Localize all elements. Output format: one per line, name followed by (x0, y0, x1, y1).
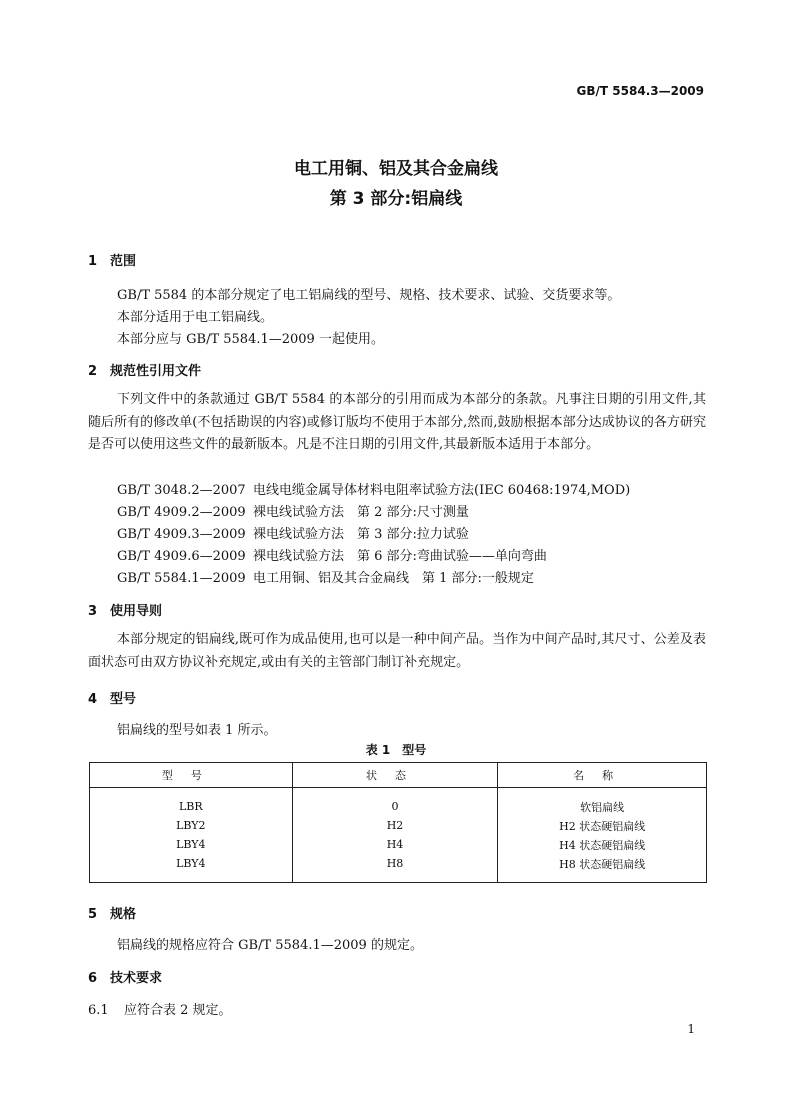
scope-line: 本部分适用于电工铝扁线。 (117, 310, 274, 325)
section-title: 技术要求 (110, 971, 163, 986)
table-row (90, 816, 707, 835)
section-2-heading (88, 360, 201, 379)
section-1-heading (88, 250, 136, 269)
section-5-heading (88, 903, 136, 922)
clause-text: 应符合表 2 规定。 (124, 1003, 232, 1018)
section-number: 6 (88, 971, 98, 986)
spec-line: 铝扁线的规格应符合 GB/T 5584.1—2009 的规定。 (117, 938, 423, 953)
table-cell: H2 (292, 816, 498, 835)
reference-title: 裸电线试验方法 第 6 部分:弯曲试验——单向弯曲 (253, 549, 547, 564)
clause-6-1 (88, 999, 232, 1018)
type-intro-line: 铝扁线的型号如表 1 所示。 (117, 723, 277, 738)
section-title: 型号 (110, 692, 137, 707)
reference-title: 电线电缆金属导体材料电阻率试验方法(IEC 60468:1974,MOD) (253, 483, 631, 498)
table-row (90, 854, 707, 883)
table-header-cell: 型号 (90, 763, 293, 788)
section-title: 规范性引用文件 (110, 364, 202, 379)
section-title: 规格 (110, 907, 137, 922)
table-cell: 软铝扁线 (498, 788, 707, 817)
reference-code: GB/T 4909.3—2009 (117, 527, 246, 542)
table-header-cell: 状态 (292, 763, 498, 788)
section-title: 使用导则 (110, 604, 163, 619)
page-number: 1 (687, 1022, 695, 1036)
table-header-cell: 名称 (498, 763, 707, 788)
standard-number: GB/T 5584.3—2009 (576, 84, 704, 98)
section-4-heading (88, 688, 136, 707)
scope-line: 本部分应与 GB/T 5584.1—2009 一起使用。 (117, 332, 384, 347)
table-cell: LBY4 (90, 835, 293, 854)
normative-references-paragraph: 下列文件中的条款通过 GB/T 5584 的本部分的引用而成为本部分的条款。凡事注日期的引用文件,其随后所有的修改单(不包括勘误的内容)或修订版均不使用于本部分,然而,鼓励根据本部分达成协议的各方研究是否可以使用这些文件的最新版本。凡是不注日期的引用文件,其最新版本适用于本部分。 (88, 392, 706, 452)
clause-number: 6.1 (88, 1003, 109, 1018)
table-cell: 0 (292, 788, 498, 817)
reference-code: GB/T 5584.1—2009 (117, 571, 246, 586)
reference-title: 裸电线试验方法 第 3 部分:拉力试验 (253, 527, 469, 542)
table-row (90, 788, 707, 817)
table-cell: H8 状态硬铝扁线 (498, 854, 707, 883)
reference-code: GB/T 3048.2—2007 (117, 483, 246, 498)
section-6-heading (88, 967, 162, 986)
table-header-row (90, 763, 707, 788)
section-number: 4 (88, 692, 98, 707)
section-number: 5 (88, 907, 98, 922)
reference-title: 电工用铜、铝及其合金扁线 第 1 部分:一般规定 (253, 571, 534, 586)
table-cell: LBY2 (90, 816, 293, 835)
table-cell: H2 状态硬铝扁线 (498, 816, 707, 835)
document-subtitle: 第 3 部分:铝扁线 (329, 189, 463, 209)
table-cell: LBY4 (90, 854, 293, 883)
document-title: 电工用铜、铝及其合金扁线 (294, 159, 498, 179)
section-title: 范围 (110, 254, 137, 269)
reference-code: GB/T 4909.2—2009 (117, 505, 246, 520)
table-row (90, 835, 707, 854)
reference-item (117, 479, 630, 498)
reference-item (117, 501, 469, 520)
usage-guide-paragraph: 本部分规定的铝扁线,既可作为成品使用,也可以是一种中间产品。当作为中间产品时,其尺寸、公差及表面状态可由双方协议补充规定,或由有关的主管部门制订补充规定。 (88, 632, 706, 670)
section-number: 1 (88, 254, 98, 269)
reference-code: GB/T 4909.6—2009 (117, 549, 246, 564)
table-cell: H8 (292, 854, 498, 883)
table-caption: 表 1 型号 (365, 743, 427, 757)
table-cell: LBR (90, 788, 293, 817)
section-number: 2 (88, 364, 98, 379)
section-number: 3 (88, 604, 98, 619)
scope-line: GB/T 5584 的本部分规定了电工铝扁线的型号、规格、技术要求、试验、交货要求等。 (117, 288, 621, 303)
table-cell: H4 (292, 835, 498, 854)
reference-item (117, 523, 469, 542)
section-3-heading (88, 600, 162, 619)
reference-item (117, 545, 547, 564)
type-table (89, 762, 707, 883)
reference-title: 裸电线试验方法 第 2 部分:尺寸测量 (253, 505, 469, 520)
table-cell: H4 状态硬铝扁线 (498, 835, 707, 854)
reference-item (117, 567, 534, 586)
